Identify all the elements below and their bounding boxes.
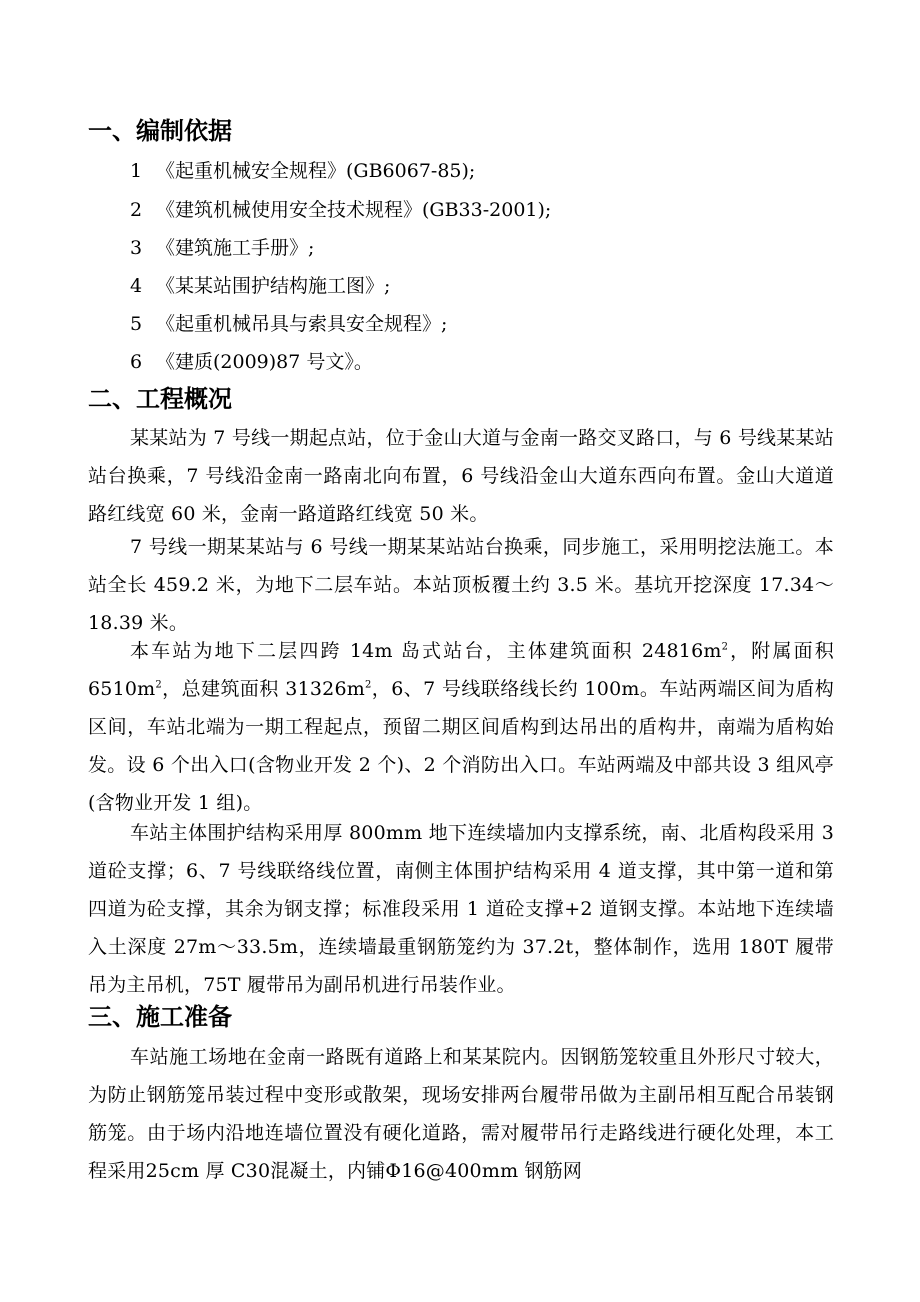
overview-paragraph-location: 某某站为 7 号线一期起点站，位于金山大道与金南一路交叉路口，与 6 号线某某站站台换乘，7 号线沿金南一路南北向布置，6 号线沿金山大道东西向布置。金山大道道路红线宽 60 米，金南一路道路红线宽 50 米。 xyxy=(88,427,834,525)
reference-number: 3 xyxy=(130,237,143,259)
superscript: 2 xyxy=(364,679,372,691)
preparation-paragraph: 车站施工场地在金南一路既有道路上和某某院内。因钢筋笼较重且外形尺寸较大，为防止钢筋笼吊装过程中变形或散架，现场安排两台履带吊做为主副吊相互配合吊装钢筋笼。由于场内沿地连墙位置没有硬化道路，需对履带吊行走路线进行硬化处理，本工程采用25cm 厚 C30混凝土，内铺Φ16@400mm 钢筋网 xyxy=(88,1046,834,1182)
reference-text: 《建筑机械使用安全技术规程》(GB33-2001); xyxy=(156,199,552,221)
section-heading-preparation: 三、施工准备 xyxy=(88,1003,232,1031)
overview-text: ，总建筑面积 31326m xyxy=(161,678,365,700)
reference-item xyxy=(130,196,551,224)
reference-text: 《起重机械吊具与索具安全规程》; xyxy=(156,313,448,335)
overview-text: ，6、7 号线联络线长约 100m。车站两端区间为盾构区间，车站北端为一期工程起点，预留二期区间盾构到达吊出的盾构井，南端为盾构始发。设 6 个出入口(含物业开发 2 个)、2 个消防出入口。车站两端及中部共设 3 组风亭(含物业开发 1 组)。 xyxy=(88,678,834,814)
overview-text: 本车站为地下二层四跨 14m 岛式站台，主体建筑面积 24816m xyxy=(130,640,722,662)
section-heading-overview: 二、工程概况 xyxy=(88,385,232,413)
reference-item xyxy=(130,157,475,185)
overview-paragraph-station xyxy=(88,632,834,822)
reference-text: 《起重机械安全规程》(GB6067-85); xyxy=(156,160,476,182)
reference-text: 《建筑施工手册》; xyxy=(156,237,315,259)
superscript: 2 xyxy=(721,641,729,653)
reference-number: 5 xyxy=(130,313,143,335)
reference-number: 6 xyxy=(130,351,143,373)
reference-text: 《某某站围护结构施工图》; xyxy=(156,275,391,297)
reference-item xyxy=(130,348,373,376)
superscript: 2 xyxy=(155,679,162,691)
reference-number: 2 xyxy=(130,199,143,221)
reference-item xyxy=(130,234,314,262)
section-heading-basis: 一、编制依据 xyxy=(88,117,232,145)
reference-item xyxy=(130,310,447,338)
overview-paragraph-structure: 车站主体围护结构采用厚 800mm 地下连续墙加内支撑系统，南、北盾构段采用 3 道砼支撑；6、7 号线联络线位置，南侧主体围护结构采用 4 道支撑，其中第一道和第四道为砼支撑，其余为钢支撑；标准段采用 1 道砼支撑+2 道钢支撑。本站地下连续墙入土深度 27m～33.5m，连续墙最重钢筋笼约为 37.2t，整体制作，选用 180T 履带吊为主吊机，75T 履带吊为副吊机进行吊装作业。 xyxy=(88,822,834,996)
reference-item xyxy=(130,272,390,300)
overview-paragraph-construction: 7 号线一期某某站与 6 号线一期某某站站台换乘，同步施工，采用明挖法施工。本站全长 459.2 米，为地下二层车站。本站顶板覆土约 3.5 米。基坑开挖深度 17.34～18.39 米。 xyxy=(88,536,834,634)
overview-text: ，附属面积 6510m xyxy=(88,640,834,700)
reference-number: 1 xyxy=(130,160,143,182)
reference-number: 4 xyxy=(130,275,143,297)
reference-text: 《建质(2009)87 号文》。 xyxy=(156,351,373,373)
